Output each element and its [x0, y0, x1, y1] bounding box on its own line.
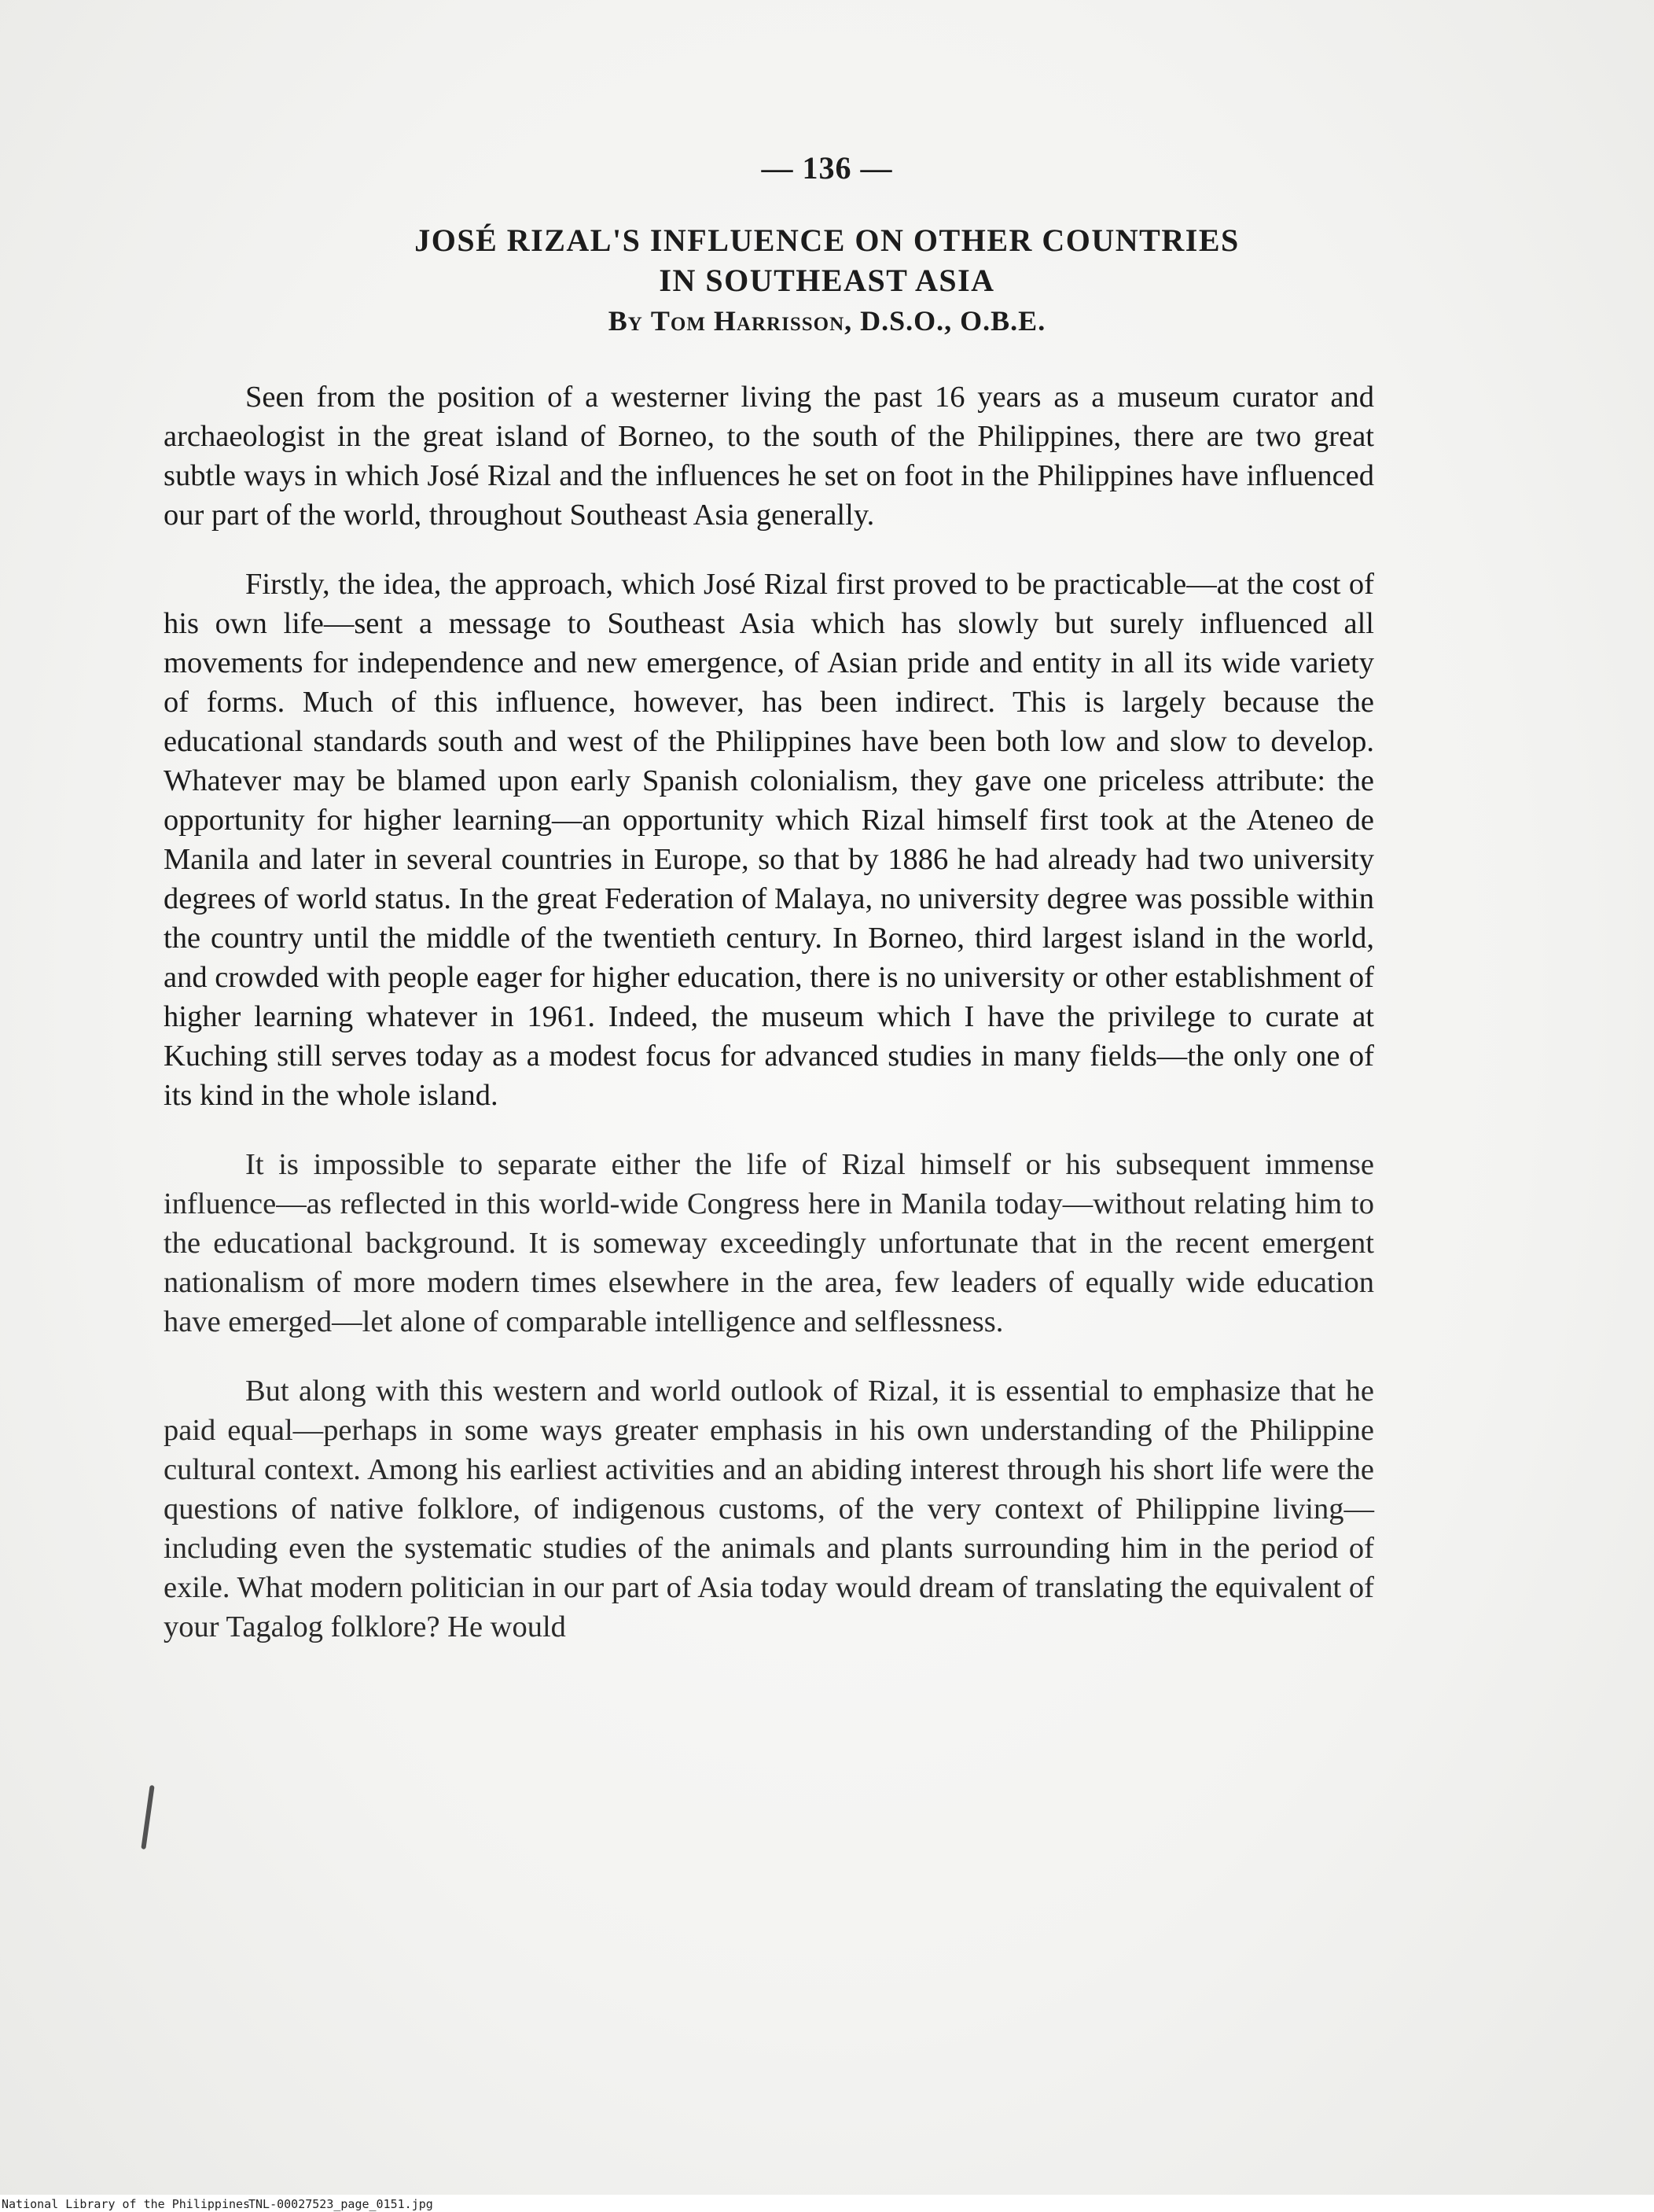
byline-honors: D.S.O., O.B.E. [860, 305, 1046, 337]
paragraph-3: It is impossible to separate either the life of Rizal himself or his subsequent immense influence—as reflected in this world-wide Congress here in Manila today—without relating him to the educational background. It is someway exceedingly unfortunate that in the recent emergent nationalism of more modern times elsewhere in the area, few leaders of equally wide education have emerged—let alone of comparable intelligence and selflessness. [164, 1148, 1374, 1338]
footer-library-name: National Library of the Philippines [2, 2197, 251, 2211]
article-title-line-1: JOSÉ RIZAL'S INFLUENCE ON OTHER COUNTRIES [414, 223, 1240, 258]
byline [0, 304, 1654, 337]
margin-pencil-mark [141, 1785, 154, 1849]
page-number: — 136 — [761, 150, 893, 186]
paragraph-1: Seen from the position of a westerner living the past 16 years as a museum curator and archaeologist in the great island of Borneo, to the south of the Philippines, there are two great subtle ways in which José Rizal and the influences he set on foot in the Philippines have influenced our part of the world, throughout Southeast Asia generally. [164, 381, 1374, 532]
footer-file-name: TNL-00027523_page_0151.jpg [248, 2197, 433, 2211]
article-title-line-2: IN SOUTHEAST ASIA [659, 263, 995, 298]
article-body [164, 377, 1374, 1647]
byline-prefix: By [608, 305, 643, 337]
byline-author: Tom Harrisson, [650, 305, 853, 337]
paragraph-4: But along with this western and world outlook of Rizal, it is essential to emphasize that he paid equal—perhaps in some ways greater emphasis in his own understanding of the Philippine cultural context. Among his earliest activities and an abiding interest through his short life were the questions of native folklore, of indigenous customs, of the very context of Philippine living—including even the systematic studies of the animals and plants surrounding him in the period of exile. What modern politician in our part of Asia today would dream of translating the equivalent of your Tagalog folklore? He would [164, 1375, 1374, 1643]
scan-footer [0, 2195, 1654, 2212]
paragraph-2: Firstly, the idea, the approach, which José Rizal first proved to be practicable—at the cost of his own life—sent a message to Southeast Asia which has slowly but surely influenced all movements for independence and new emergence, of Asian pride and entity in all its wide variety of forms. Much of this influence, however, has been indirect. This is largely because the educational standards south and west of the Philippines have been both low and slow to develop. Whatever may be blamed upon early Spanish colonialism, they gave one priceless attribute: the opportunity for higher learning—an opportunity which Rizal himself first took at the Ateneo de Manila and later in several countries in Europe, so that by 1886 he had already had two university degrees of world status. In the great Federation of Malaya, no university degree was possible within the country until the middle of the twentieth century. In Borneo, third largest island in the world, and crowded with people eager for higher education, there is no university or other establishment of higher learning whatever in 1961. Indeed, the museum which I have the privilege to curate at Kuching still serves today as a modest focus for advanced studies in many fields—the only one of its kind in the whole island. [164, 568, 1374, 1112]
